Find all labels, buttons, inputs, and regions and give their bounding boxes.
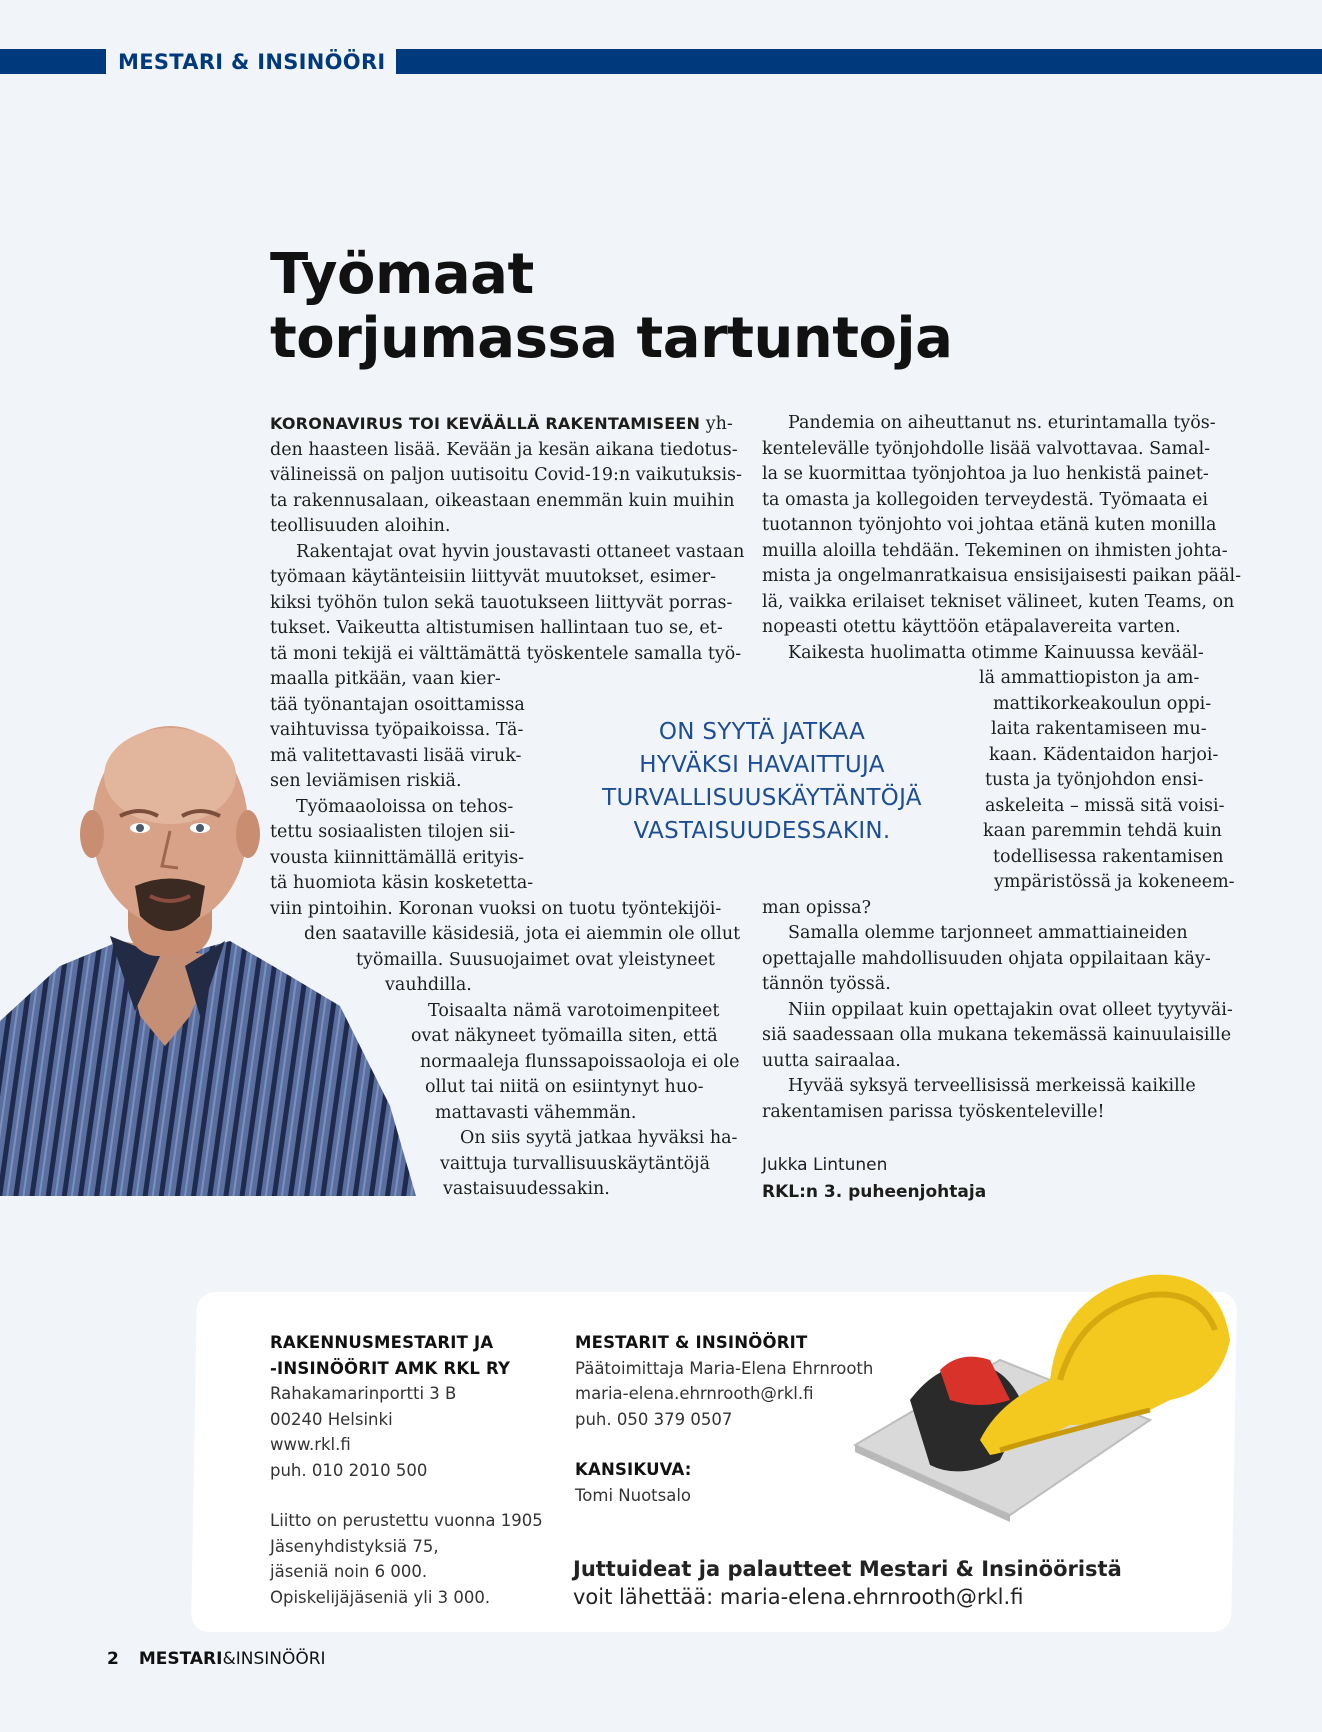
body-line: laita rakentamiseen mu-: [991, 719, 1207, 739]
body-line: tä huomiota käsin kosketetta-: [270, 873, 534, 893]
body-line: työmaan käytänteisiin liittyvät muutokset, esimer-: [270, 567, 717, 587]
org-founded: Liitto on perustettu vuonna 1905: [270, 1511, 543, 1530]
cover-photo-title: KANSIKUVA:: [575, 1460, 692, 1479]
body-line: Pandemia on aiheuttanut ns. eturintamalla työs-: [788, 413, 1216, 433]
body-line: todellisessa rakentamisen: [993, 846, 1224, 867]
article-title: [270, 243, 952, 371]
org-website: www.rkl.fi: [270, 1435, 351, 1454]
body-line: normaaleja flunssapoissaoloja ei ole: [420, 1051, 740, 1072]
footer-magazine-name-light: &INSINÖÖRI: [222, 1649, 326, 1669]
body-line: Kaikesta huolimatta otimme Kainuussa kevääl-: [788, 642, 1204, 663]
cover-photo-credit: Tomi Nuotsalo: [575, 1485, 692, 1505]
body-line: vaittuja turvallisuuskäytäntöjä: [440, 1153, 711, 1174]
body-line: tettu sosiaalisten tilojen sii-: [270, 822, 516, 842]
body-line: maalla pitkään, vaan kier-: [270, 669, 501, 689]
page-footer: [107, 1647, 326, 1671]
body-line: vastaisuudessakin.: [443, 1179, 610, 1199]
body-line: ta omasta ja kollegoiden terveydestä. Työmaata ei: [762, 489, 1208, 510]
body-line: tännön työssä.: [762, 974, 891, 994]
pull-quote-line: HYVÄKSI HAVAITTUJA: [639, 752, 885, 778]
author-name: Jukka Lintunen: [762, 1155, 888, 1175]
body-line: välineissä on paljon uutisoitu Covid-19:n vaikutuksis-: [270, 465, 742, 485]
body-line: ympäristössä ja kokeneem-: [994, 872, 1235, 892]
body-line: tusta ja työnjohdon ensi-: [985, 770, 1204, 790]
body-line: kaan. Kädentaidon harjoi-: [989, 744, 1219, 765]
helmet-laptop-photo: [850, 1250, 1230, 1530]
org-phone: puh. 010 2010 500: [270, 1460, 428, 1480]
masthead-brand: MESTARI & INSINÖÖRI: [118, 50, 386, 74]
body-line: vauhdilla.: [385, 975, 472, 995]
body-line: teollisuuden aloihin.: [270, 516, 451, 536]
body-line: tuotannon työnjohto voi johtaa etänä kuten monilla: [762, 515, 1217, 535]
body-line: Työmaaoloissa on tehos-: [296, 796, 514, 817]
body-line: sen leviämisen riskiä.: [270, 771, 462, 791]
body-line: lä ammattiopiston ja am-: [979, 668, 1200, 688]
page-number: 2: [107, 1649, 119, 1669]
author-signature: [762, 1152, 986, 1206]
body-line: työmailla. Suusuojaimet ovat yleistyneet: [356, 949, 715, 970]
author-role: RKL:n 3. puheenjohtaja: [762, 1182, 987, 1202]
body-line: tä moni tekijä ei välttämättä työskentele samalla työ-: [270, 643, 742, 664]
org-title-line2: -INSINÖÖRIT AMK RKL RY: [270, 1358, 511, 1378]
pull-quote-line: ON SYYTÄ JATKAA: [658, 719, 866, 745]
body-line: la se kuormittaa työnjohtoa ja luo henkistä painet-: [762, 464, 1209, 484]
body-line: rakentamisen parissa työskenteleville!: [762, 1101, 1105, 1122]
body-line: mattavasti vähemmän.: [435, 1102, 637, 1123]
masthead-bar-right: [396, 49, 1322, 74]
magazine-title: MESTARIT & INSINÖÖRIT: [575, 1333, 808, 1352]
body-line: siä saadessaan olla mukana tekemässä kainuulaisille: [762, 1025, 1232, 1045]
body-line: Toisaalta nämä varotoimenpiteet: [428, 1000, 720, 1021]
body-line: mista ja ongelmanratkaisua ensisijaisesti paikan pääl-: [762, 566, 1242, 586]
body-line: kaan paremmin tehdä kuin: [983, 821, 1222, 841]
magazine-editor: Päätoimittaja Maria-Elena Ehrnrooth: [575, 1358, 874, 1378]
org-title-line1: RAKENNUSMESTARIT JA: [270, 1333, 494, 1352]
body-line: ollut tai niitä on esiintynyt huo-: [425, 1077, 704, 1097]
body-line: tukset. Vaikeutta altistumisen hallintaan tuo se, et-: [270, 618, 723, 638]
feedback-email[interactable]: voit lähettää: maria-elena.ehrnrooth@rkl.fi: [573, 1585, 1024, 1609]
pull-quote: [570, 716, 954, 848]
masthead-bar-left: [0, 49, 106, 74]
magazine-info: [575, 1330, 873, 1508]
body-line: tää työnantajan osoittamissa: [270, 694, 525, 715]
body-line: viin pintoihin. Koronan vuoksi on tuotu työntekijöi-: [270, 898, 722, 919]
org-students: Opiskelijäjäseniä yli 3 000.: [270, 1587, 491, 1607]
magazine-phone: puh. 050 379 0507: [575, 1409, 733, 1429]
body-line: Niin oppilaat kuin opettajakin ovat olleet tyytyväi-: [788, 999, 1233, 1020]
body-line: ta rakennusalaan, oikeastaan enemmän kuin muihin: [270, 490, 735, 511]
magazine-email: maria-elena.ehrnrooth@rkl.fi: [575, 1384, 814, 1403]
body-line: man opissa?: [762, 897, 871, 918]
body-line: den haasteen lisää. Kevään ja kesän aikana tiedotus-: [270, 439, 738, 460]
feedback-heading: Juttuideat ja palautteet Mestari & Insinööristä: [573, 1557, 1122, 1581]
pull-quote-line: VASTAISUUDESSAKIN.: [633, 818, 891, 844]
title-line-2: torjumassa tartuntoja: [270, 306, 953, 371]
body-line: mattikorkeakoulun oppi-: [993, 693, 1212, 714]
org-address-street: Rahakamarinportti 3 B: [270, 1384, 457, 1403]
org-info: [270, 1330, 543, 1610]
org-member-associations: Jäsenyhdistyksiä 75,: [270, 1536, 439, 1556]
body-line: muilla aloilla tehdään. Tekeminen on ihmisten johta-: [762, 540, 1228, 561]
body-line: opettajalle mahdollisuuden ohjata oppilaitaan käy-: [762, 948, 1211, 969]
body-line: den saataville käsidesiä, jota ei aiemmin ole ollut: [304, 924, 741, 944]
body-line: Rakentajat ovat hyvin joustavasti ottaneet vastaan: [296, 541, 745, 562]
body-line: lä, vaikka erilaiset tekniset välineet, kuten Teams, on: [762, 591, 1235, 612]
feedback-note: [573, 1555, 1122, 1611]
body-line: askeleita – missä sitä voisi-: [985, 795, 1225, 816]
footer-magazine-name-bold: MESTARI: [138, 1649, 223, 1669]
body-line: Hyvää syksyä terveellisissä merkeissä kaikille: [788, 1076, 1196, 1096]
lead-caps: KORONAVIRUS TOI KEVÄÄLLÄ RAKENTAMISEEN: [270, 414, 701, 433]
body-line: kentelevälle työnjohdolle lisää valvottavaa. Samal-: [762, 438, 1211, 459]
title-line-1: Työmaat: [270, 242, 534, 307]
org-address-city: 00240 Helsinki: [270, 1409, 393, 1429]
body-line: Samalla olemme tarjonneet ammattiaineiden: [788, 923, 1188, 943]
body-line: yh-: [705, 414, 733, 434]
body-line: mä valitettavasti lisää viruk-: [270, 745, 522, 766]
body-line: nopeasti otettu käyttöön etäpalavereita varten.: [762, 617, 1181, 637]
pull-quote-line: TURVALLISUUSKÄYTÄNTÖJÄ: [602, 785, 922, 811]
body-line: vousta kiinnittämällä erityis-: [270, 847, 525, 868]
body-line: ovat näkyneet työmailla siten, että: [411, 1026, 718, 1046]
org-members: jäseniä noin 6 000.: [270, 1562, 428, 1581]
body-line: kiksi työhön tulon sekä tauotukseen liittyvät porras-: [270, 592, 733, 613]
body-line: On siis syytä jatkaa hyväksi ha-: [460, 1128, 738, 1148]
body-line: vaihtuvissa työpaikoissa. Tä-: [270, 720, 524, 740]
masthead-bar: [0, 48, 1322, 76]
body-line: uutta sairaalaa.: [762, 1050, 901, 1071]
